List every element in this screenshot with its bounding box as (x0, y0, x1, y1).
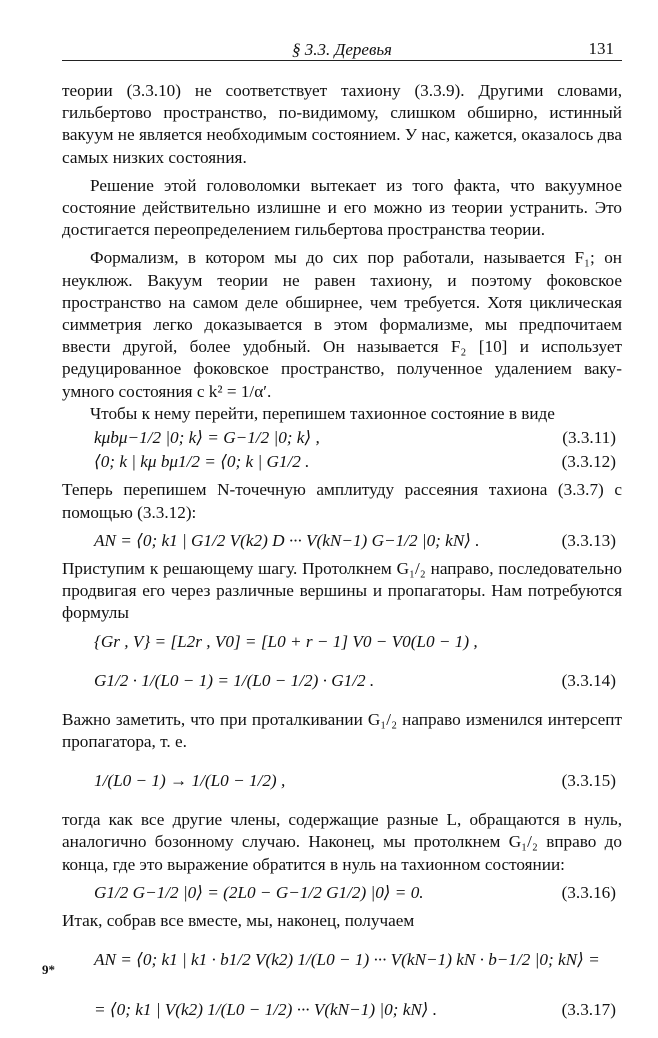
equation-body: kμbμ−1/2 |0; k⟩ = G−1/2 |0; k⟩ , (94, 428, 320, 448)
equation-number: (3.3.16) (561, 882, 616, 902)
equation-body: G1/2 · 1/(L0 − 1) = 1/(L0 − 1/2) · G1/2 . (94, 670, 375, 690)
equation-number: (3.3.13) (561, 530, 616, 550)
equation-3-3-17 (62, 988, 622, 1032)
equation-number: (3.3.14) (561, 670, 616, 690)
paragraph: Важно заметить, что при проталкивании G₁/₂ направо изменился интерсепт пропагатора, т. е. (62, 709, 622, 752)
equation-number: (3.3.11) (562, 428, 616, 448)
equation-body: AN = ⟨0; k1 | k1 · b1/2 V(k2) 1/(L0 − 1) ··· V(kN−1) kN · b−1/2 |0; kN⟩ = (94, 950, 600, 970)
equation-body: 1/(L0 − 1) → 1/(L0 − 1/2) , (94, 771, 286, 791)
equation-3-3-12 (62, 451, 622, 473)
equation-3-3-17a (62, 938, 622, 982)
equation-3-3-11 (62, 427, 622, 449)
paragraph: Приступим к решающему шагу. Протолкнем G₁/₂ направо, последовательно продвигая его через различные вершины и пропагаторы. Нам потребуются формулы (62, 559, 622, 623)
page-body (62, 80, 622, 1038)
equation-body: ⟨0; k | kμ bμ1/2 = ⟨0; k | G1/2 . (94, 452, 310, 472)
signature-mark: 9* (42, 962, 55, 977)
equation-3-3-15 (62, 759, 622, 803)
equation-number: (3.3.17) (561, 1000, 616, 1020)
paragraph: Теперь перепишем N-точечную амплитуду рассеяния тахиона (3.3.7) с помощью (3.3.12): (62, 480, 622, 522)
paragraph: Чтобы к нему перейти, перепишем тахионное состояние в виде (90, 403, 555, 423)
equation-3-3-14a (62, 631, 622, 653)
paragraph: Решение этой головоломки вытекает из того факта, что вакуумное состояние действительно излишне и его можно из теории устранить. Это достигается переопределением гильбертова пространства теории. (62, 175, 622, 240)
paragraph: Итак, собрав все вместе, мы, наконец, получаем (62, 911, 415, 931)
equation-body: {Gr , V} = [L2r , V0] = [L0 + r − 1] V0 − V0(L0 − 1) , (94, 631, 478, 651)
equation-body: = ⟨0; k1 | V(k2) 1/(L0 − 1/2) ··· V(kN−1) |0; kN⟩ . (94, 1000, 438, 1020)
equation-body: G1/2 G−1/2 |0⟩ = (2L0 − G−1/2 G1/2) |0⟩ = 0. (94, 882, 424, 902)
equation-number: (3.3.12) (561, 452, 616, 472)
section-title: § 3.3. Деревья (292, 40, 392, 59)
equation-3-3-13 (62, 530, 622, 552)
running-header (62, 38, 622, 61)
paragraph: теории (3.3.10) не соответствует тахиону (3.3.9). Другими словами, гильбертово пространство, по-видимому, слишком обширно, истинный вакуум не является необходимым состоянием. У нас, кажется, оказалось два самых низких состояния. (62, 81, 622, 167)
equation-number: (3.3.15) (561, 771, 616, 791)
equation-body: AN = ⟨0; k1 | G1/2 V(k2) D ··· V(kN−1) G−1/2 |0; kN⟩ . (94, 530, 480, 550)
equation-3-3-16 (62, 882, 622, 904)
paragraph: Формализм, в котором мы до сих пор работали, называется F₁; он неуклюж. Вакуум теории не равен тахиону, и поэтому фоковское пространство на самом деле обширнее, чем требуется. Хотя циклическая симметрия легко доказывается в этом формализме, мы предпочитаем ввести другой, более удобный. Он называется F₂ [10] и использует редуцированное фоковское пространство, полученное удалением вакуумного состояния с k² = 1/α′. (62, 248, 622, 401)
page-number: 131 (588, 39, 614, 58)
paragraph: тогда как все другие члены, содержащие разные L, обращаются в нуль, аналогично бозонному случаю. Наконец, мы протолкнем G₁/₂ вправо до конца, где это выражение обратится в нуль на тахионном состоянии: (62, 810, 622, 874)
equation-3-3-14 (62, 659, 622, 703)
